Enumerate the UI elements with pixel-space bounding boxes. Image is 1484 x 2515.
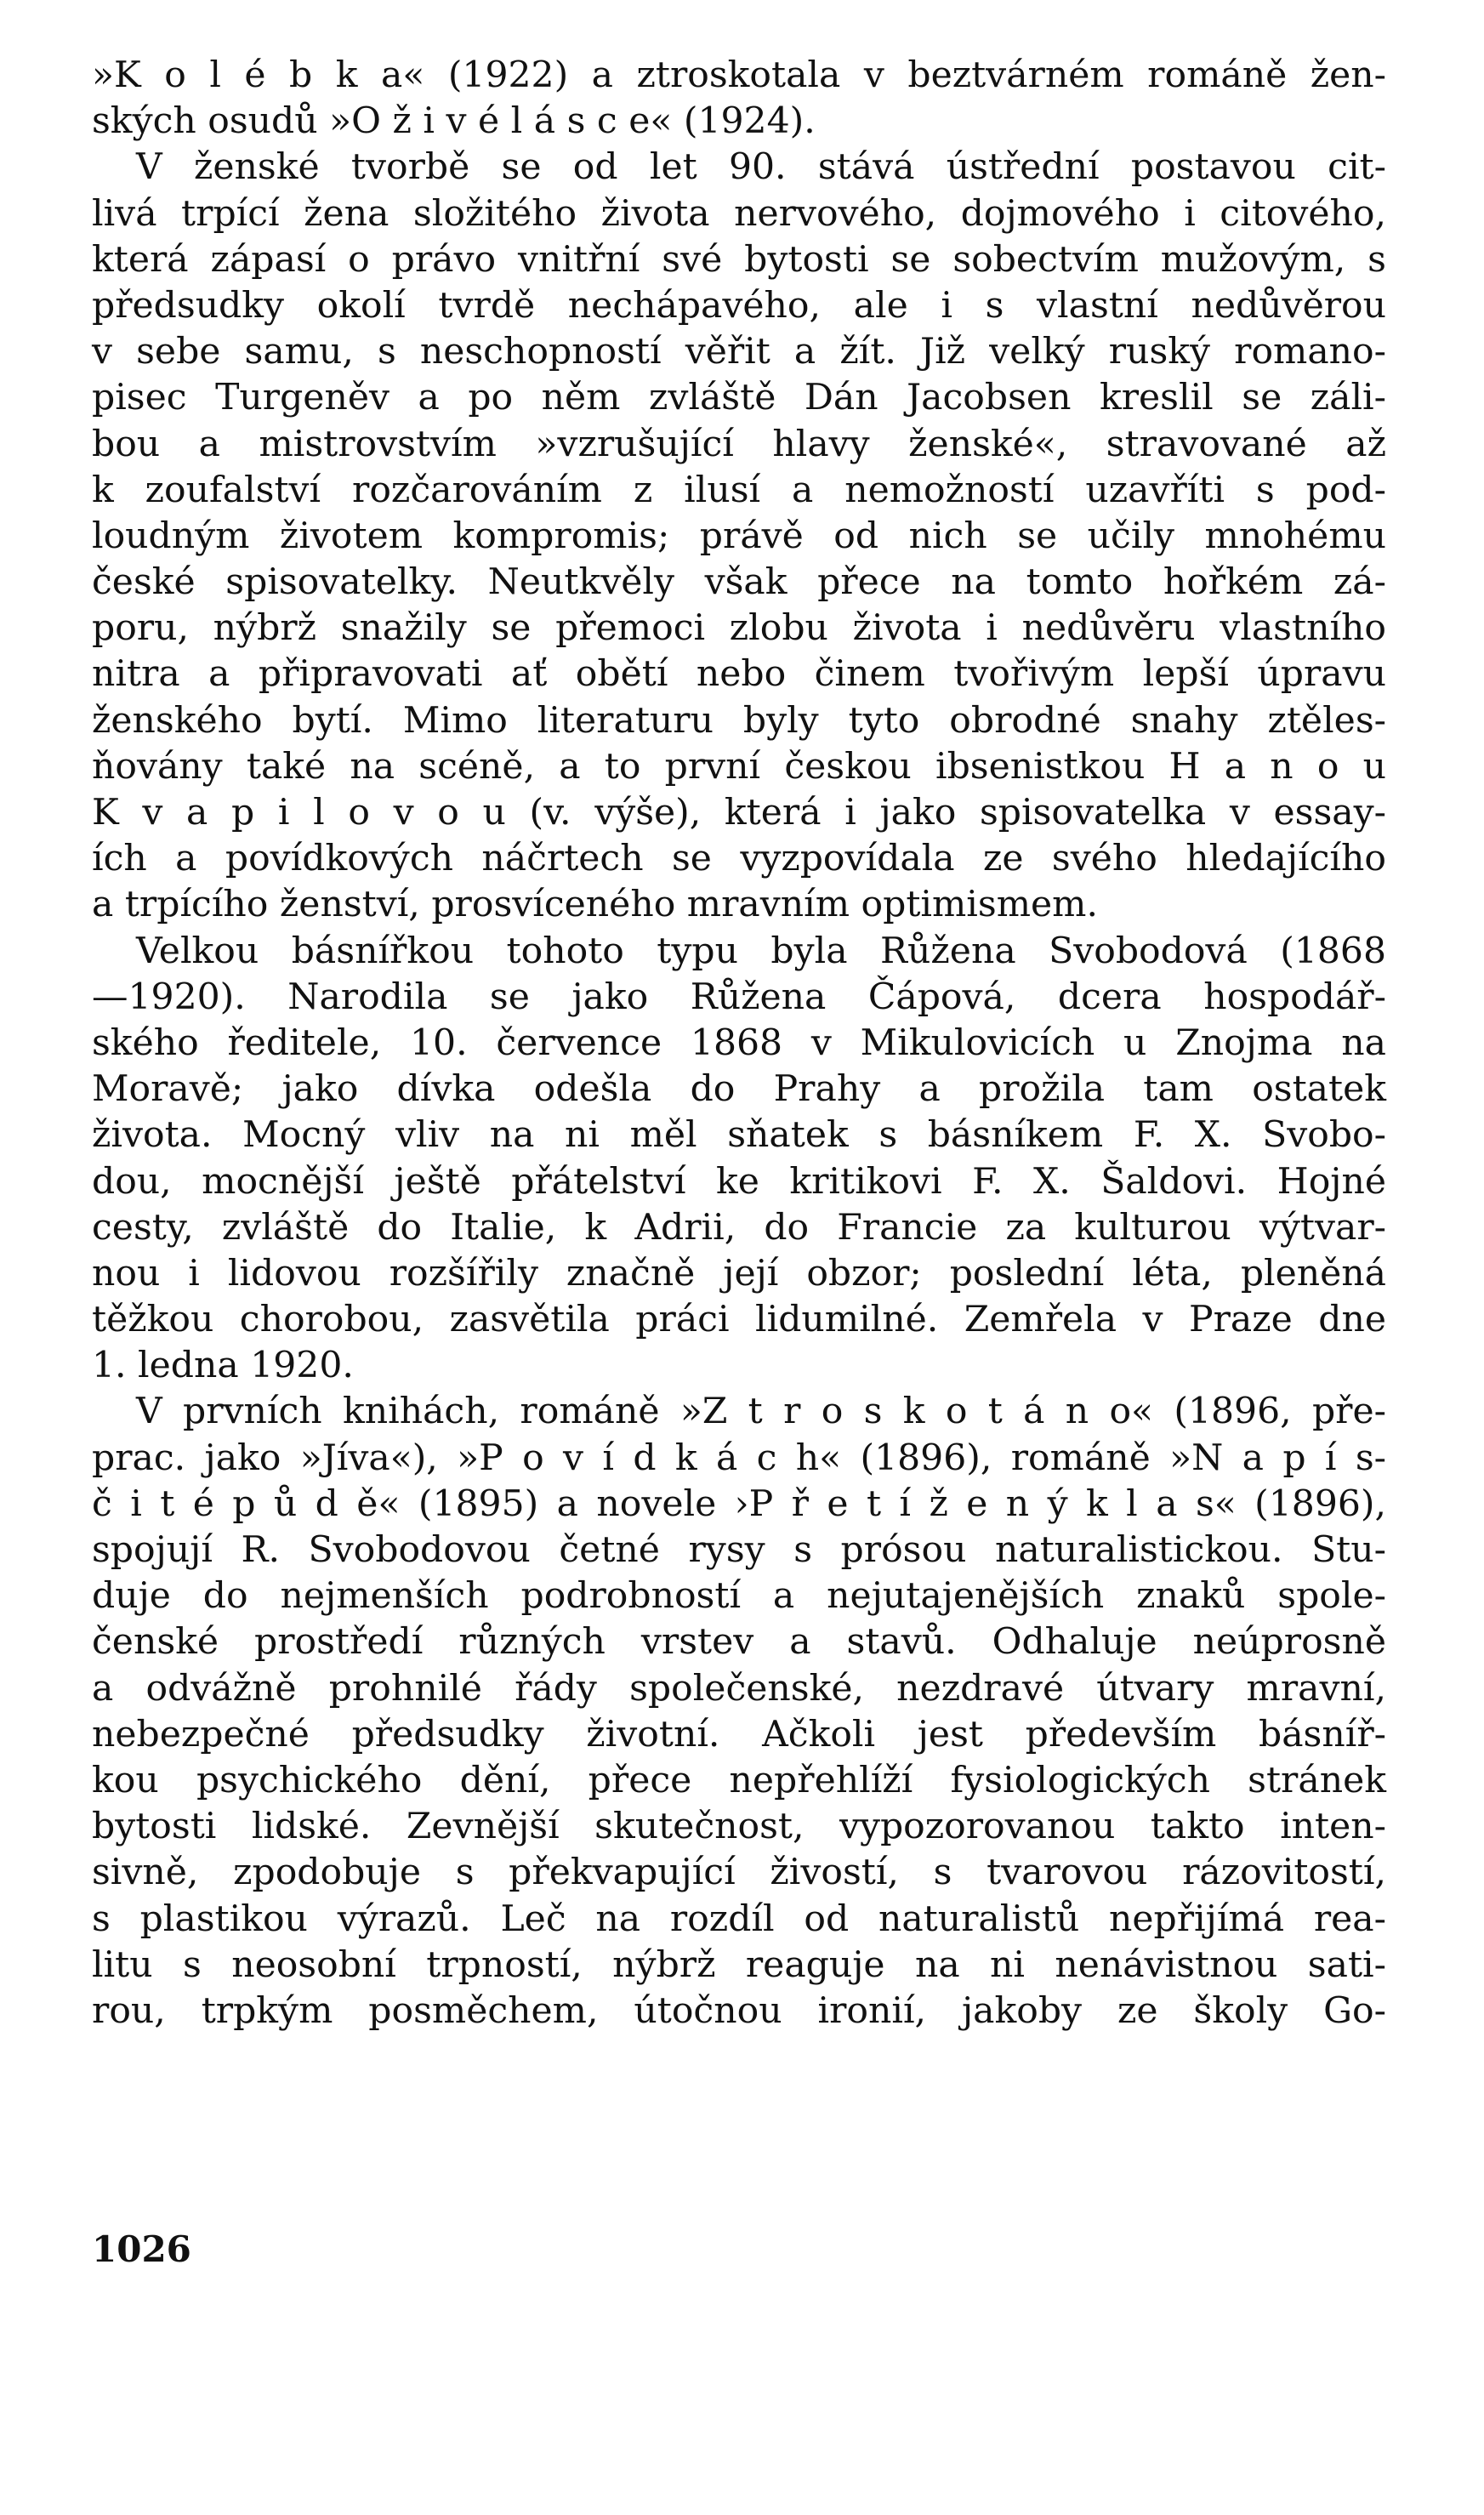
text-line: nitra a připravovati ať obětí nebo činem tvořivým lepší úpravu — [92, 653, 1386, 696]
text-line: české spisovatelky. Neutkvěly však přece na tomto hořkém zá- — [92, 561, 1386, 604]
text-line: a odvážně prohnilé řády společenské, nezdravé útvary mravní, — [92, 1667, 1386, 1710]
text-line: dou, mocnější ještě přátelství ke kritikovi F. X. Šaldovi. Hojné — [92, 1160, 1386, 1203]
text-line: litu s neosobní trpností, nýbrž reaguje na ni nenávistnou sati- — [92, 1943, 1386, 1986]
text-line: —1920). Narodila se jako Růžena Čápová, dcera hospodář- — [92, 976, 1386, 1018]
text-line: cesty, zvláště do Italie, k Adrii, do Francie za kulturou výtvar- — [92, 1206, 1386, 1249]
text-line: ženského bytí. Mimo literaturu byly tyto obrodné snahy ztěles- — [92, 699, 1386, 742]
text-line: ňovány také na scéně, a to první českou ibsenistkou H a n o u — [92, 745, 1386, 788]
text-line: s plastikou výrazů. Leč na rozdíl od naturalistů nepřijímá rea- — [92, 1898, 1386, 1940]
text-line: Velkou básnířkou tohoto typu byla Růžena Svobodová (1868 — [136, 930, 1386, 972]
text-line: loudným životem kompromis; právě od nich se učily mnohému — [92, 515, 1386, 557]
text-line: »K o l é b k a« (1922) a ztroskotala v beztvárném románě žen- — [92, 54, 1386, 96]
text-line: V ženské tvorbě se od let 90. stává ústřední postavou cit- — [136, 146, 1386, 189]
text-line: K v a p i l o v o u (v. výše), která i jako spisovatelka v essay- — [92, 792, 1386, 834]
text-line: ských osudů »O ž i v é l á s c e« (1924). — [92, 100, 816, 143]
text-line: kou psychického dění, přece nepřehlíží fysiologických stránek — [92, 1759, 1386, 1801]
text-line: duje do nejmenších podrobností a nejutajenějších znaků spole- — [92, 1575, 1386, 1618]
text-line: předsudky okolí tvrdě nechápavého, ale i s vlastní nedůvěrou — [92, 284, 1386, 327]
text-line: sivně, zpodobuje s překvapující živostí, s tvarovou rázovitostí, — [92, 1852, 1386, 1894]
text-line: prac. jako »Jíva«), »P o v í d k á c h« (1896), románě »N a p í s- — [92, 1437, 1386, 1479]
text-line: těžkou chorobou, zasvětila práci lidumilné. Zemřela v Praze dne — [92, 1299, 1386, 1341]
text-line: v sebe samu, s neschopností věřit a žít. Již velký ruský romano- — [92, 331, 1386, 373]
text-line: nebezpečné předsudky životní. Ačkoli jest především básníř- — [92, 1713, 1386, 1755]
text-line: k zoufalství rozčarováním z ilusí a nemožností uzavříti s pod- — [92, 469, 1386, 511]
text-line: rou, trpkým posměchem, útočnou ironií, jakoby ze školy Go- — [92, 1989, 1386, 2032]
body-text — [92, 53, 1386, 2034]
text-line: ích a povídkových náčrtech se vyzpovídala ze svého hledajícího — [92, 838, 1386, 880]
text-line: livá trpící žena složitého života nervového, dojmového i citového, — [92, 192, 1386, 235]
text-line: 1. ledna 1920. — [92, 1345, 354, 1387]
text-line: a trpícího ženství, prosvíceného mravním optimismem. — [92, 884, 1098, 926]
text-line: č i t é p ů d ě« (1895) a novele ›P ř e t í ž e n ý k l a s« (1896), — [92, 1482, 1386, 1525]
page-number: 1026 — [92, 2228, 191, 2270]
text-line: čenské prostředí různých vrstev a stavů. Odhaluje neúprosně — [92, 1621, 1386, 1664]
text-line: poru, nýbrž snažily se přemoci zlobu života i nedůvěru vlastního — [92, 607, 1386, 650]
text-line: spojují R. Svobodovou četné rysy s prósou naturalistickou. Stu- — [92, 1529, 1386, 1571]
text-line: nou i lidovou rozšířily značně její obzor; poslední léta, pleněná — [92, 1252, 1386, 1294]
text-line: Moravě; jako dívka odešla do Prahy a prožila tam ostatek — [92, 1068, 1386, 1111]
text-line: bou a mistrovstvím »vzrušující hlavy ženské«, stravované až — [92, 423, 1386, 465]
text-line: V prvních knihách, románě »Z t r o s k o t á n o« (1896, pře- — [136, 1391, 1386, 1433]
text-line: pisec Turgeněv a po něm zvláště Dán Jacobsen kreslil se záli- — [92, 377, 1386, 419]
text-line: života. Mocný vliv na ni měl sňatek s básníkem F. X. Svobo- — [92, 1114, 1386, 1157]
text-line: ského ředitele, 10. července 1868 v Mikulovicích u Znojma na — [92, 1021, 1386, 1064]
text-line: bytosti lidské. Zevnější skutečnost, vypozorovanou takto inten- — [92, 1806, 1386, 1848]
text-line: která zápasí o právo vnitřní své bytosti se sobectvím mužovým, s — [92, 238, 1386, 281]
